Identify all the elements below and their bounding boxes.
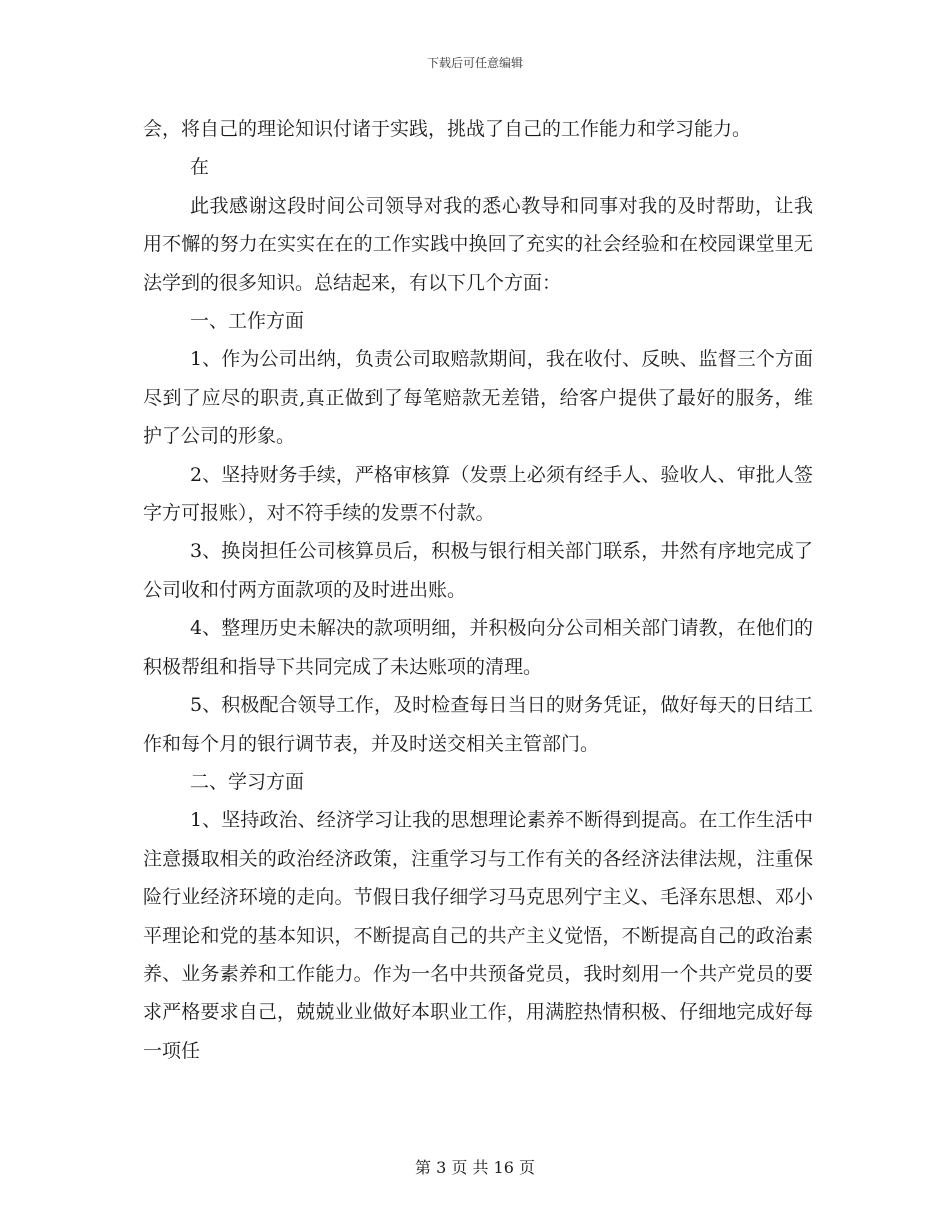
paragraph-3: 此我感谢这段时间公司领导对我的悉心教导和同事对我的及时帮助，让我用不懈的努力在实实在在的工作实践中换回了充实的社会经验和在校园课堂里无法学到的很多知识。总结起来，有以下几个方面： bbox=[143, 194, 813, 294]
paragraph-work-1: 1、作为公司出纳，负责公司取赔款期间，我在收付、反映、监督三个方面尽到了应尽的职责,真正做到了每笔赔款无差错，给客户提供了最好的服务，维护了公司的形象。 bbox=[143, 348, 813, 448]
paragraph-work-4: 4、整理历史未解决的款项明细，并积极向分公司相关部门请教，在他们的积极帮组和指导下共同完成了未达账项的清理。 bbox=[143, 617, 813, 678]
paragraph-2: 在 bbox=[190, 156, 210, 179]
section-heading-study: 二、学习方面 bbox=[190, 770, 305, 793]
paragraph-work-3: 3、换岗担任公司核算员后，积极与银行相关部门联系，井然有序地完成了公司收和付两方面款项的及时进出账。 bbox=[143, 540, 813, 601]
page-header: 下载后可任意编辑 bbox=[426, 56, 523, 70]
section-heading-work: 一、工作方面 bbox=[190, 310, 305, 333]
paragraph-work-2: 2、坚持财务手续，严格审核算（发票上必须有经手人、验收人、审批人签字方可报账），对不符手续的发票不付款。 bbox=[143, 463, 813, 525]
page-footer: 第 3 页 共 16 页 bbox=[415, 1158, 535, 1177]
paragraph-1: 会，将自己的理论知识付诸于实践，挑战了自己的工作能力和学习能力。 bbox=[143, 118, 752, 140]
paragraph-study-1: 1、坚持政治、经济学习让我的思想理论素养不断得到提高。在工作生活中注意摄取相关的政治经济政策，注重学习与工作有关的各经济法律法规，注重保险行业经济环境的走向。节假日我仔细学习马克思列宁主义、毛泽东思想、邓小平理论和党的基本知识，不断提高自己的共产主义觉悟，不断提高自己的政治素养、业务素养和工作能力。作为一名中共预备党员，我时刻用一个共产党员的要求严格要求自己，兢兢业业做好本职业工作，用满腔热情积极、仔细地完成好每一项任 bbox=[143, 809, 813, 1062]
paragraph-work-5: 5、积极配合领导工作，及时检查每日当日的财务凭证，做好每天的日结工作和每个月的银行调节表，并及时送交相关主管部门。 bbox=[143, 694, 813, 755]
document-body bbox=[143, 110, 813, 1070]
